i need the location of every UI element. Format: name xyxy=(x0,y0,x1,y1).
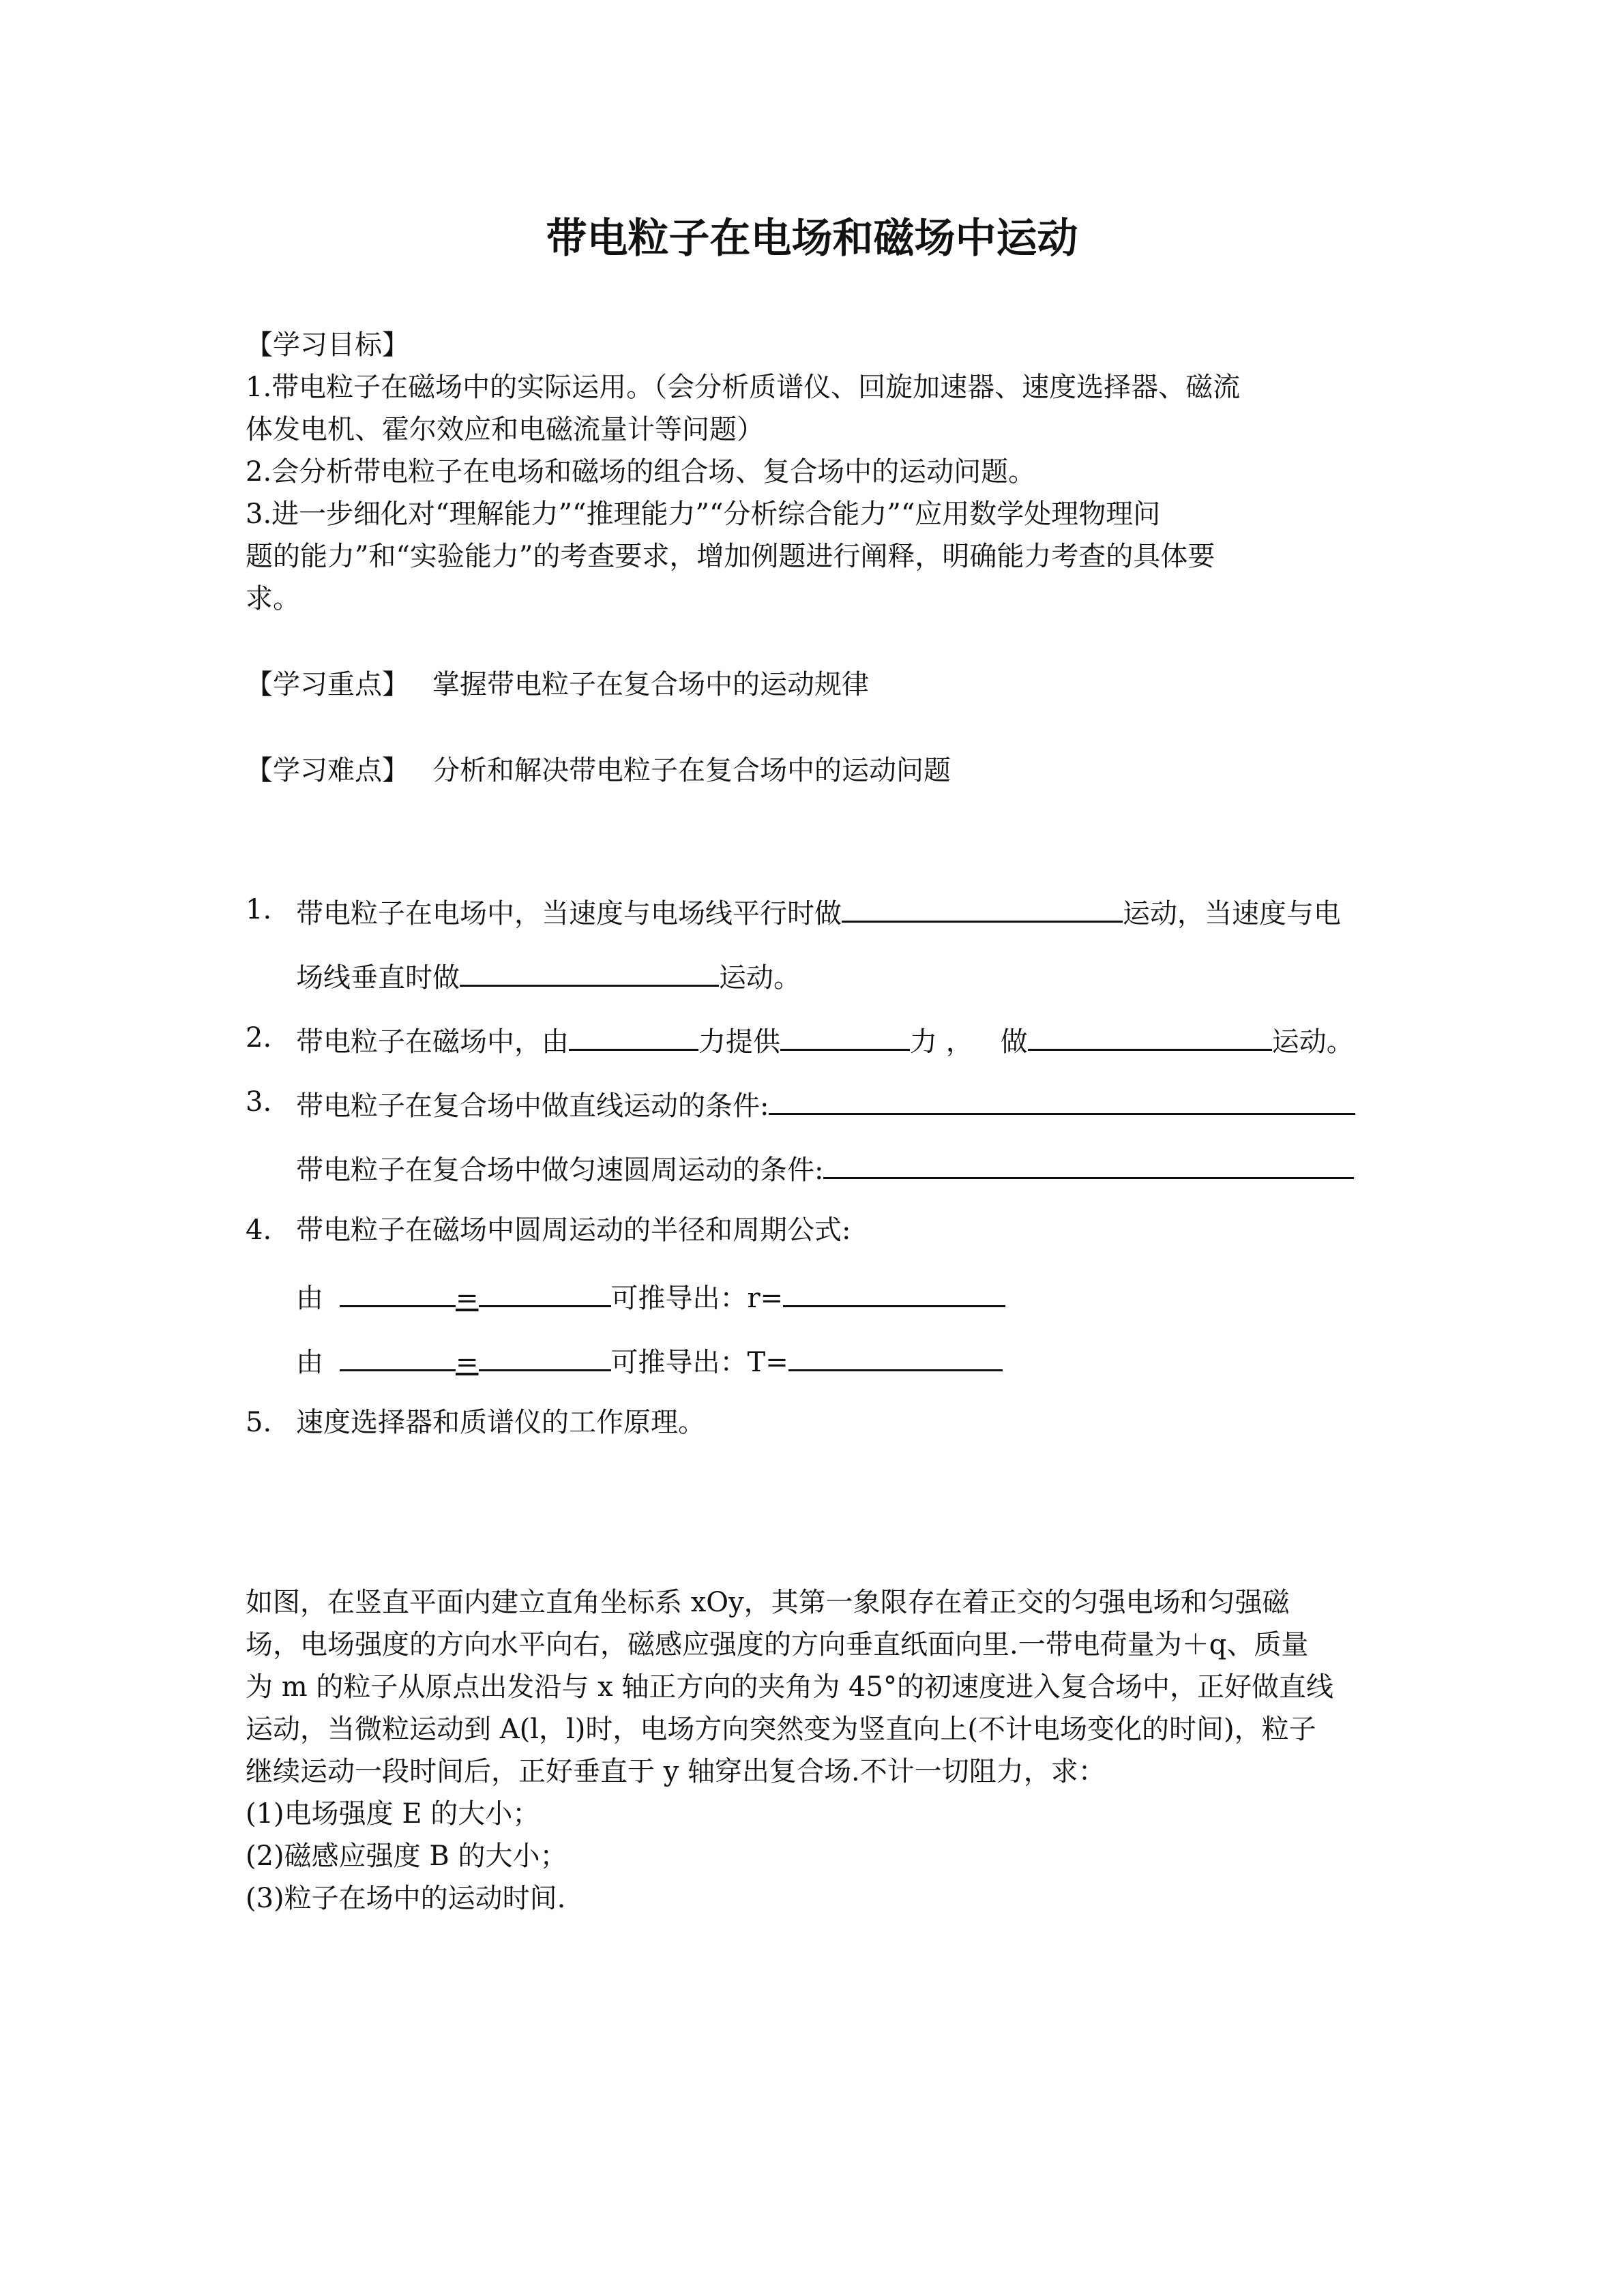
q4-row1-blank-right[interactable] xyxy=(479,1275,611,1307)
q2-text-e: 运动。 xyxy=(1271,1026,1354,1058)
page-title: 带电粒子在电场和磁场中运动 xyxy=(546,215,1078,263)
q2-blank-2[interactable] xyxy=(780,1019,910,1051)
question-4-row-2 xyxy=(296,1339,1003,1382)
q4-row2-blank-t[interactable] xyxy=(788,1339,1003,1371)
objective-line: 2.会分析带电粒子在电场和磁场的组合场、复合场中的运动问题。 xyxy=(246,456,1036,488)
q1-text-b: 运动，当速度与电 xyxy=(1123,898,1341,929)
question-1-line-1 xyxy=(296,891,1341,933)
q1-text-c: 场线垂直时做 xyxy=(296,962,460,994)
q4-row2-prefix: 由 xyxy=(296,1347,323,1378)
question-4-text: 带电粒子在磁场中圆周运动的半径和周期公式: xyxy=(296,1214,851,1246)
objective-line: 1.带电粒子在磁场中的实际运用。（会分析质谱仪、回旋加速器、速度选择器、磁流 xyxy=(246,372,1241,403)
question-3-line-2 xyxy=(296,1147,1354,1189)
objective-line: 3.进一步细化对“理解能力”“推理能力”“分析综合能力”“应用数学处理物理问 xyxy=(246,498,1161,530)
difficulty-label: 【学习难点】 xyxy=(246,755,409,786)
q4-row2-blank-left[interactable] xyxy=(340,1339,456,1371)
problem-line: 场，电场强度的方向水平向右，磁感应强度的方向垂直纸面向里.一带电荷量为＋q、质量 xyxy=(246,1629,1309,1660)
q2-blank-3[interactable] xyxy=(1028,1019,1272,1051)
q2-blank-1[interactable] xyxy=(569,1019,698,1051)
difficulty xyxy=(246,751,951,790)
problem-subquestion: (2)磁感应强度 B 的大小； xyxy=(246,1840,567,1872)
key-point-text: 掌握带电粒子在复合场中的运动规律 xyxy=(432,669,869,700)
q2-text-d: 做 xyxy=(1000,1026,1028,1058)
q1-text-d: 运动。 xyxy=(719,962,801,994)
question-number: 2. xyxy=(246,1022,272,1054)
problem-subquestion: (3)粒子在场中的运动时间. xyxy=(246,1883,566,1914)
objective-line: 求。 xyxy=(246,583,300,614)
q4-row1-mid: 可推导出：r= xyxy=(610,1283,784,1314)
q4-row1-blank-left[interactable] xyxy=(340,1275,456,1307)
q4-row2-mid: 可推导出：T= xyxy=(610,1347,788,1378)
q4-row2-eq: = xyxy=(456,1347,479,1378)
q2-text-c: 力 ， xyxy=(910,1026,973,1058)
q4-row1-blank-r[interactable] xyxy=(783,1275,1005,1307)
problem-subquestion: (1)电场强度 E 的大小； xyxy=(246,1798,540,1830)
difficulty-text: 分析和解决带电粒子在复合场中的运动问题 xyxy=(432,755,951,786)
problem-line: 继续运动一段时间后，正好垂直于 y 轴穿出复合场.不计一切阻力，求： xyxy=(246,1756,1106,1787)
question-number: 3. xyxy=(246,1086,272,1118)
q3-blank-2[interactable] xyxy=(823,1147,1354,1179)
problem-line: 运动，当微粒运动到 A(l，l)时，电场方向突然变为竖直向上(不计电场变化的时间)，粒子 xyxy=(246,1714,1316,1745)
question-2-line xyxy=(296,1019,1354,1061)
objective-line: 体发电机、霍尔效应和电磁流量计等问题） xyxy=(246,414,764,445)
question-number: 1. xyxy=(246,894,272,925)
question-number: 4. xyxy=(246,1214,272,1246)
objectives-heading: 【学习目标】 xyxy=(246,329,409,361)
q1-blank-1[interactable] xyxy=(842,891,1123,923)
q2-text-b: 力提供 xyxy=(698,1026,780,1058)
question-3-line-1 xyxy=(296,1083,1355,1125)
problem-line: 如图，在竖直平面内建立直角坐标系 xOy，其第一象限存在着正交的匀强电场和匀强磁 xyxy=(246,1587,1290,1618)
q3-text-b: 带电粒子在复合场中做匀速圆周运动的条件: xyxy=(296,1154,824,1186)
q2-text-a: 带电粒子在磁场中，由 xyxy=(296,1026,569,1058)
q3-blank-1[interactable] xyxy=(769,1083,1355,1115)
problem-line: 为 m 的粒子从原点出发沿与 x 轴正方向的夹角为 45°的初速度进入复合场中，正好做直线 xyxy=(246,1671,1333,1703)
q4-row1-prefix: 由 xyxy=(296,1283,323,1314)
key-point xyxy=(246,666,869,704)
question-number: 5. xyxy=(246,1407,272,1438)
key-point-label: 【学习重点】 xyxy=(246,669,409,700)
q1-blank-2[interactable] xyxy=(460,955,719,987)
q1-text-a: 带电粒子在电场中，当速度与电场线平行时做 xyxy=(296,898,842,929)
q3-text-a: 带电粒子在复合场中做直线运动的条件: xyxy=(296,1090,769,1122)
q4-row1-eq: = xyxy=(456,1283,479,1314)
question-5-text: 速度选择器和质谱仪的工作原理。 xyxy=(296,1407,705,1438)
question-1-line-2 xyxy=(296,955,801,997)
question-4-row-1 xyxy=(296,1275,1005,1317)
objective-line: 题的能力”和“实验能力”的考查要求，增加例题进行阐释，明确能力考查的具体要 xyxy=(246,541,1215,572)
q4-row2-blank-right[interactable] xyxy=(479,1339,611,1371)
